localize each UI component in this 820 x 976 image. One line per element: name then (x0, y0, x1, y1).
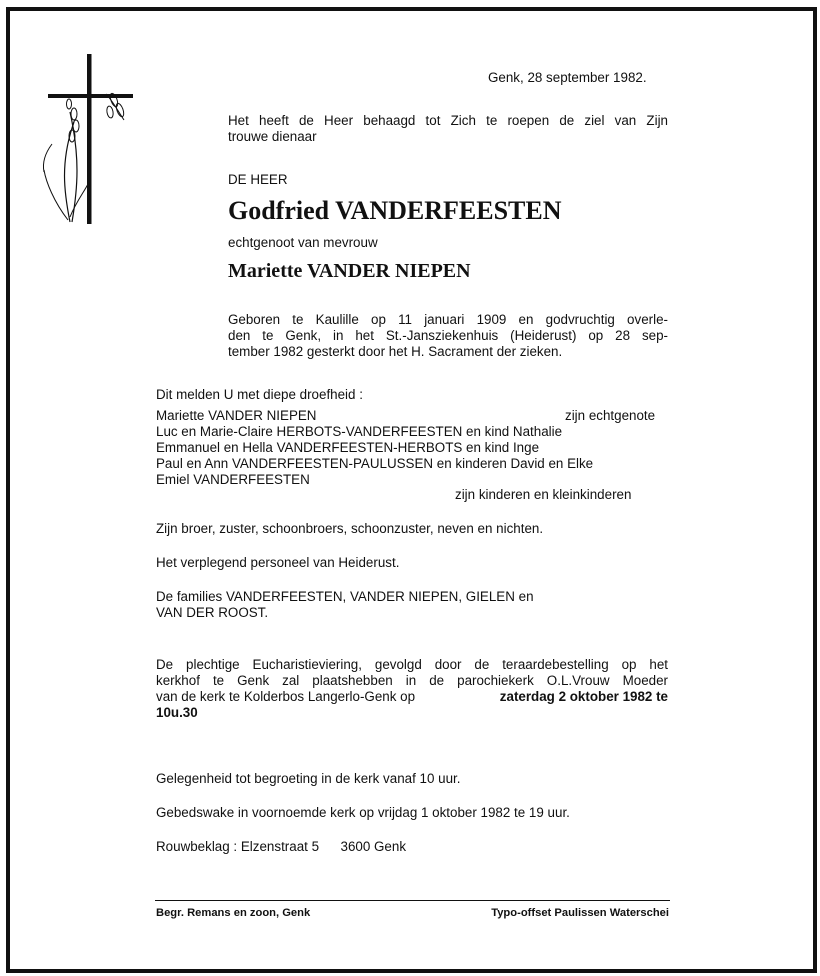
announcement: Dit melden U met diepe droefheid : (156, 387, 363, 402)
family-child-line: Emmanuel en Hella VANDERFEESTEN-HERBOTS en kind Inge (156, 440, 540, 455)
bio-line-2: den te Genk, in het St.-Jansziekenhuis (Heiderust) op 28 sep- (228, 328, 668, 343)
spouse-intro: echtgenoot van mevrouw (228, 235, 378, 250)
funeral-line-1: De plechtige Eucharistieviering, gevolgd door de teraardebestelling op het (156, 657, 668, 672)
funeral-date: zaterdag 2 oktober 1982 te (499, 689, 668, 704)
families-line-1: De families VANDERFEESTEN, VANDER NIEPEN, GIELEN en (156, 589, 534, 604)
address-label: Rouwbeklag : (156, 839, 238, 854)
family-spouse-name: Mariette VANDER NIEPEN (156, 408, 317, 423)
family-child-line: Paul en Ann VANDERFEESTEN-PAULUSSEN en kinderen David en Elke (156, 456, 594, 471)
funeral-line-3 (156, 689, 668, 705)
place-date: Genk, 28 september 1982. (488, 70, 647, 85)
spouse-name-title: Mariette VANDER NIEPEN (228, 260, 471, 282)
funeral-line-3-text: van de kerk te Kolderbos Langerlo-Genk op (156, 689, 416, 704)
family-child-line: Emiel VANDERFEESTEN (156, 472, 310, 487)
cross-with-wheat-icon (40, 52, 140, 227)
footer-divider (155, 900, 670, 901)
families-line-2: VAN DER ROOST. (156, 605, 269, 620)
address-city: 3600 Genk (340, 839, 407, 854)
honorific: DE HEER (228, 172, 288, 187)
address-street: Elzenstraat 5 (240, 839, 320, 854)
footer-undertaker: Begr. Remans en zoon, Genk (156, 907, 311, 919)
address-line (156, 839, 406, 855)
family-staff: Het verplegend personeel van Heiderust. (156, 555, 400, 570)
funeral-time: 10u.30 (156, 705, 198, 720)
footer-printer: Typo-offset Paulissen Waterschei (491, 907, 669, 919)
wake-info: Gebedswake in voornoemde kerk op vrijdag 1 oktober 1982 te 19 uur. (156, 805, 570, 820)
bio-line-1: Geboren te Kaulille op 11 januari 1909 en godvruchtig overle- (228, 312, 668, 327)
condolence-info: Gelegenheid tot begroeting in de kerk vanaf 10 uur. (156, 771, 461, 786)
intro-line-1: Het heeft de Heer behaagd tot Zich te roepen de ziel van Zijn (228, 113, 668, 128)
family-spouse-role: zijn echtgenote (565, 408, 656, 423)
family-children-role: zijn kinderen en kleinkinderen (455, 487, 632, 502)
funeral-line-2: kerkhof te Genk zal plaatshebben in de parochiekerk O.L.Vrouw Moeder (156, 673, 668, 688)
intro-line-2: trouwe dienaar (228, 129, 317, 144)
family-siblings: Zijn broer, zuster, schoonbroers, schoonzuster, neven en nichten. (156, 521, 544, 536)
deceased-name: Godfried VANDERFEESTEN (228, 196, 562, 225)
family-child-line: Luc en Marie-Claire HERBOTS-VANDERFEESTEN en kind Nathalie (156, 424, 563, 439)
bio-line-3: tember 1982 gesterkt door het H. Sacrament der zieken. (228, 344, 563, 359)
